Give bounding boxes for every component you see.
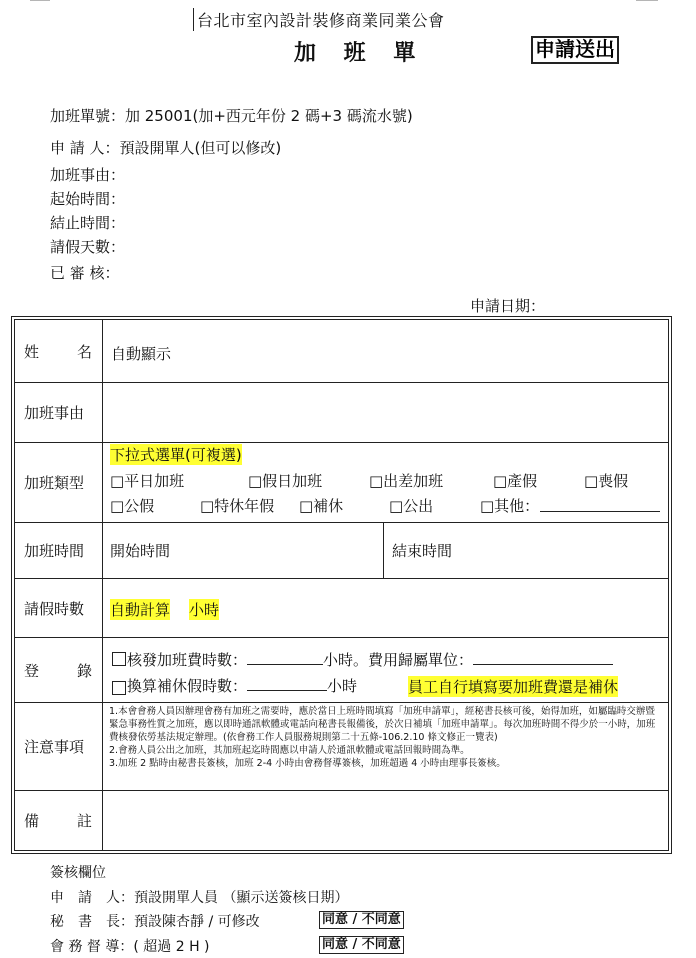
supervisor-approve-button[interactable]: 同意 / 不同意 [319, 936, 404, 954]
cost-unit-label: 小時。費用歸屬單位： [323, 651, 474, 669]
row-notes [15, 703, 668, 791]
type-select[interactable] [103, 443, 668, 522]
end-time-field[interactable]: 結束時間 [392, 542, 453, 560]
submit-button[interactable]: 申請送出 [531, 36, 619, 64]
reason-line: 加班事由： [50, 166, 126, 184]
overtime-pay-checkbox[interactable] [112, 652, 126, 666]
notes-label: 注意事項 [15, 703, 103, 790]
dropdown-hint: 下拉式選單(可複選) [110, 446, 242, 464]
comp-leave-label: 換算補休假時數： [127, 677, 248, 695]
other-blank-line[interactable] [540, 495, 660, 512]
secretary-approve-button[interactable]: 同意 / 不同意 [319, 911, 404, 929]
sign-secretary: 秘 書 長：預設陳杏靜 / 可修改 [50, 914, 260, 930]
row-time [15, 523, 668, 579]
time-divider [383, 523, 384, 578]
auto-calc-text: 自動計算 [110, 601, 171, 619]
comp-leave-hours-field[interactable] [247, 676, 327, 691]
option-business-trip[interactable]: □出差加班 [369, 472, 444, 490]
row-record [15, 638, 668, 703]
row-leave-hours [15, 579, 668, 638]
reviewed-line: 已 審 核： [50, 264, 120, 282]
overtime-pay-hours-field[interactable] [247, 650, 323, 665]
start-time-field[interactable]: 開始時間 [110, 542, 171, 560]
applicant-line: 申 請 人：預設開單人(但可以修改) [50, 139, 282, 157]
name-field[interactable] [103, 320, 668, 382]
end-time-line: 結止時間： [50, 214, 126, 232]
sign-applicant: 申 請 人：預設開單人員 （顯示送簽核日期） [50, 890, 349, 906]
time-cell [103, 523, 668, 578]
reason-field[interactable] [103, 383, 668, 442]
notes-cell [103, 703, 668, 790]
note-3: 3.加班 2 點時由秘書長簽核，加班 2-4 小時由會務督導簽核，加班超過 4 小時由理事長簽核。 [109, 758, 506, 769]
option-funeral-leave[interactable]: □喪假 [584, 472, 629, 490]
notes-text [109, 705, 664, 770]
sign-supervisor: 會 務 督 導：( 超過 2 H ) [50, 939, 210, 955]
option-holiday[interactable]: □假日加班 [248, 472, 323, 490]
option-comp-leave[interactable]: □補休 [299, 497, 344, 515]
row-type [15, 443, 668, 523]
remark-label: 備 註 [15, 791, 103, 850]
overtime-form-table [11, 316, 672, 854]
row-remark [15, 791, 668, 850]
note-2: 2.會務人員公出之加班，其加班起迄時間應以申請人於通訊軟體或電話回報時間為準。 [109, 745, 470, 756]
document-title: 加 班 單 [294, 41, 426, 66]
corner-mark-right [636, 0, 658, 1]
apply-date: 申請日期： [470, 297, 546, 315]
option-weekday[interactable]: □平日加班 [110, 472, 185, 490]
hours-unit: 小時 [189, 601, 220, 619]
record-label: 登 錄 [15, 638, 103, 702]
start-time-line: 起始時間： [50, 190, 126, 208]
option-other[interactable]: □其他： [480, 497, 540, 515]
record-cell [103, 638, 668, 702]
row-reason [15, 383, 668, 443]
note-1: 1.本會會務人員因辦理會務有加班之需要時，應於當日上班時間填寫「加班申請單」，經秘書長核可後，始得加班，如屬臨時交辦暨緊急事務性質之加班，應以即時通訊軟體或電話向秘書長報備後，於次日補填「加班申請單」。每次加班時間不得少於一小時，加班費核發依勞基法規定辦理。(依會務工作人員服務規則第二十五條-106.2.10 條文修正一覽表) [109, 706, 656, 743]
overtime-number: 加班單號：加 25001(加+西元年份 2 碼+3 碼流水號) [50, 107, 413, 125]
name-value: 自動顯示 [111, 345, 172, 363]
option-maternity-leave[interactable]: □產假 [493, 472, 538, 490]
overtime-pay-label: 核發加班費時數： [127, 651, 248, 669]
reason-label: 加班事由 [15, 383, 103, 442]
cost-unit-field[interactable] [473, 650, 613, 665]
comp-leave-checkbox[interactable] [112, 681, 126, 695]
option-official-leave[interactable]: □公假 [110, 497, 155, 515]
organization-name: 台北市室內設計裝修商業同業公會 [193, 8, 445, 31]
corner-mark-left [30, 0, 50, 1]
name-label: 姓 名 [15, 320, 103, 382]
option-official-duty[interactable]: □公出 [389, 497, 434, 515]
leave-hours-cell [103, 579, 668, 637]
record-note: 員工自行填寫要加班費還是補休 [408, 678, 619, 696]
leave-days-line: 請假天數： [50, 238, 126, 256]
time-label: 加班時間 [15, 523, 103, 578]
type-label: 加班類型 [15, 443, 103, 522]
row-name [15, 320, 668, 383]
comp-leave-unit: 小時 [327, 677, 358, 695]
remark-field[interactable] [103, 791, 668, 850]
leave-hours-label: 請假時數 [15, 579, 103, 637]
option-annual-leave[interactable]: □特休年假 [200, 497, 275, 515]
sign-section-title: 簽核欄位 [50, 865, 106, 881]
